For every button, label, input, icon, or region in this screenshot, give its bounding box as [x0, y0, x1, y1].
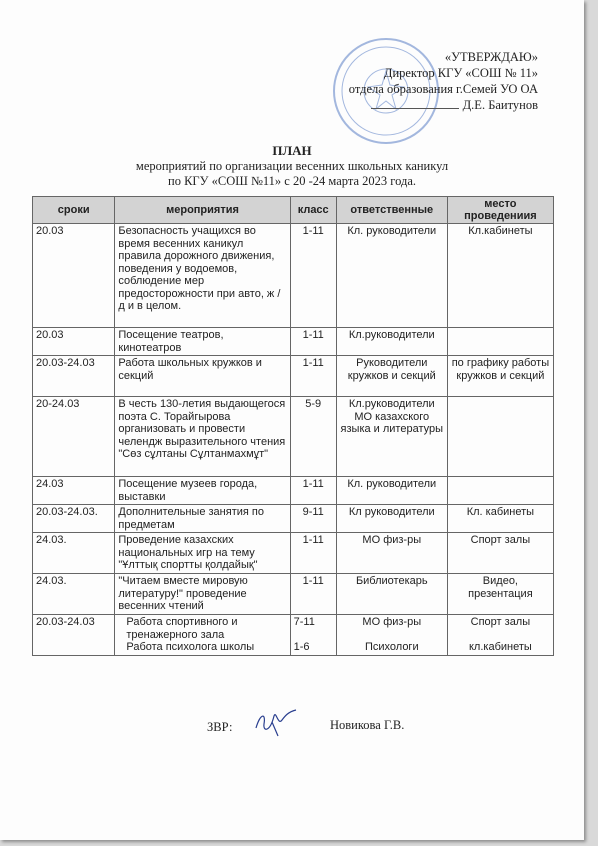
- cell-place: Видео, презентация: [447, 574, 553, 615]
- cell-date: 20.03-24.03.: [33, 505, 115, 533]
- cell-class: 1-11: [290, 533, 336, 574]
- cell-class: 1-11: [290, 356, 336, 397]
- cell-date: 20.03: [33, 328, 115, 356]
- header-place: место проведениия: [447, 197, 553, 224]
- plan-subtitle-2: по КГУ «СОШ №11» с 20 -24 марта 2023 года.: [168, 174, 416, 188]
- cell-class-line-2: 1-6: [293, 640, 310, 653]
- plan-title: ПЛАН: [272, 143, 312, 158]
- cell-event: [115, 615, 290, 656]
- cell-class: 1-11: [290, 224, 336, 328]
- plan-heading: [0, 143, 584, 189]
- table-row: [33, 477, 554, 505]
- director-name: Д.Е. Баитунов: [462, 98, 538, 112]
- events-table: [32, 196, 554, 656]
- cell-place: [447, 477, 553, 505]
- cell-responsible: [336, 615, 447, 656]
- cell-place: Кл.кабинеты: [447, 224, 553, 328]
- cell-place: [447, 397, 553, 477]
- table-row: [33, 356, 554, 397]
- header-responsible: ответственные: [336, 197, 447, 224]
- cell-event: Безопасность учащихся во время весенних каникул правила дорожного движения, поведения у водоемов, соблюдение мер предосторожности при авто, ж / д и в целом.: [115, 224, 290, 328]
- cell-event: Посещение театров, кинотеатров: [115, 328, 290, 356]
- cell-date: 20.03-24.03: [33, 615, 115, 656]
- approval-position: Директор КГУ «СОШ № 11»: [383, 66, 538, 80]
- table-row: [33, 328, 554, 356]
- cell-responsible: МО физ-ры: [336, 533, 447, 574]
- table-row: [33, 533, 554, 574]
- cell-date: 20.03: [33, 224, 115, 328]
- cell-responsible: Кл. руководители: [336, 477, 447, 505]
- table-row: [33, 397, 554, 477]
- cell-date: 24.03: [33, 477, 115, 505]
- header-events: мероприятия: [115, 197, 290, 224]
- approval-department: отдела образования г.Семей УО ОА: [348, 82, 538, 96]
- handwritten-signature-icon: [252, 706, 302, 740]
- cell-class: [290, 615, 336, 656]
- cell-place: [447, 328, 553, 356]
- cell-place-line-2: кл.кабинеты: [469, 640, 532, 653]
- cell-responsible: Библиотекарь: [336, 574, 447, 615]
- cell-class: 1-11: [290, 328, 336, 356]
- plan-subtitle-1: мероприятий по организации весенних школьных каникул: [135, 159, 449, 173]
- header-dates: сроки: [33, 197, 115, 224]
- cell-event: В честь 130-летия выдающегося поэта С. Торайгырова организовать и провести челендж выразительного чтения "Сөз сұлтаны Сұлтанмахмұт": [115, 397, 290, 477]
- cell-responsible: Кл.руководители: [336, 328, 447, 356]
- cell-responsible: Руководители кружков и секций: [336, 356, 447, 397]
- cell-date: 20-24.03: [33, 397, 115, 477]
- cell-responsible-line-1: МО физ-ры: [362, 616, 422, 628]
- cell-class: 5-9: [290, 397, 336, 477]
- approval-title: «УТВЕРЖДАЮ»: [444, 50, 538, 64]
- cell-responsible: Кл.руководители МО казахского языка и литературы: [336, 397, 447, 477]
- cell-class: 1-11: [290, 477, 336, 505]
- cell-event: Дополнительные занятия по предметам: [115, 505, 290, 533]
- cell-responsible-line-2: Психологи: [364, 640, 419, 653]
- cell-event-line-2: Работа психолога школы: [126, 641, 255, 653]
- cell-date: 20.03-24.03: [33, 356, 115, 397]
- cell-date: 24.03.: [33, 574, 115, 615]
- approval-signature-line: [349, 97, 538, 113]
- cell-event: Работа школьных кружков и секций: [115, 356, 290, 397]
- cell-place: по графику работы кружков и секций: [447, 356, 553, 397]
- cell-event: Проведение казахских национальных игр на тему "Ұлттық спортты қолдайық": [115, 533, 290, 574]
- cell-event-line-1: Работа спортивного и тренажерного зала: [126, 616, 238, 641]
- cell-place: Спорт залы: [447, 533, 553, 574]
- cell-place-line-1: Спорт залы: [470, 616, 531, 628]
- table-row: [33, 224, 554, 328]
- cell-class: 9-11: [290, 505, 336, 533]
- cell-place: Кл. кабинеты: [447, 505, 553, 533]
- table-row: [33, 574, 554, 615]
- cell-class-line-1: 7-11: [293, 616, 315, 628]
- deputy-label: ЗВР:: [207, 720, 233, 734]
- table-row: [33, 615, 554, 656]
- header-class: класс: [290, 197, 336, 224]
- table-row: [33, 505, 554, 533]
- cell-event: Посещение музеев города, выставки: [115, 477, 290, 505]
- deputy-name: Новикова Г.В.: [330, 718, 405, 732]
- approval-block: [349, 49, 538, 113]
- cell-event: "Читаем вместе мировую литературу!" проведение весенних чтений: [115, 574, 290, 615]
- cell-responsible: Кл. руководители: [336, 224, 447, 328]
- table-header-row: [33, 197, 554, 224]
- cell-responsible: Кл руководители: [336, 505, 447, 533]
- cell-place: [447, 615, 553, 656]
- cell-date: 24.03.: [33, 533, 115, 574]
- cell-class: 1-11: [290, 574, 336, 615]
